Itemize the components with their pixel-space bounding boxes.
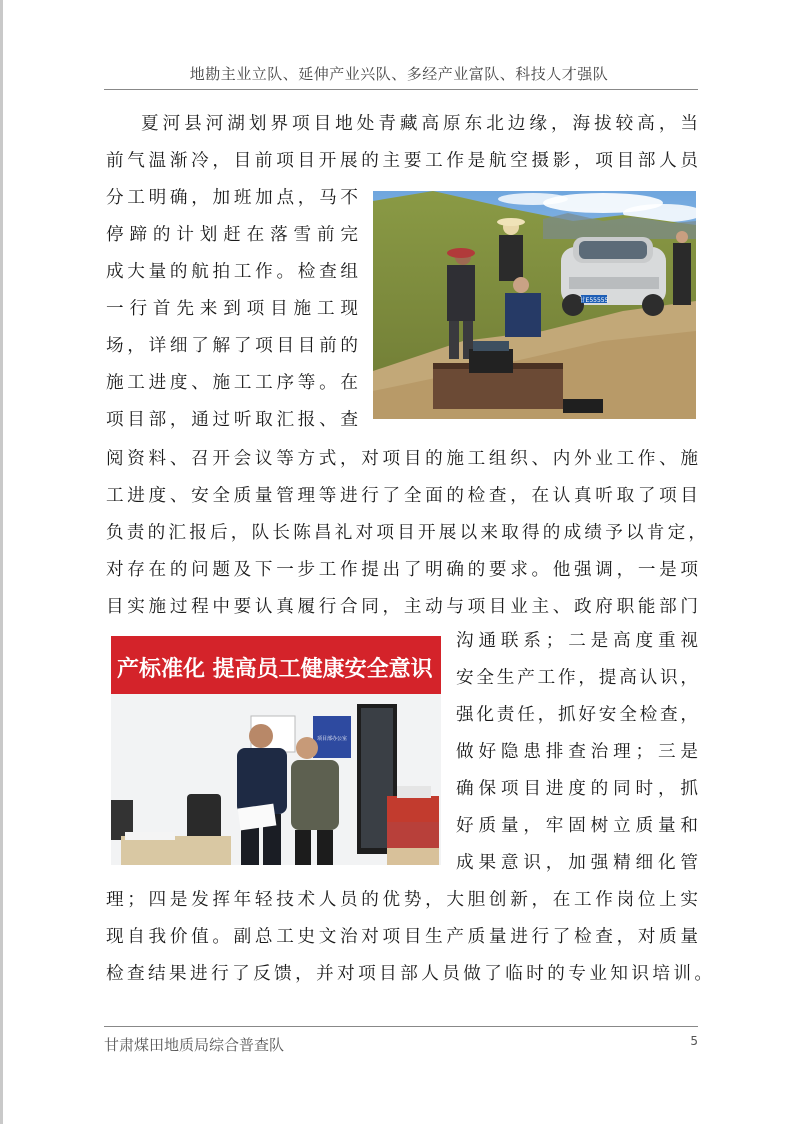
office-sign: 项目部办公室 (316, 736, 348, 742)
body-line: 工进度、安全质量管理等进行了全面的检查，在认真听取了项目 (106, 486, 698, 506)
office-banner: 产标准化 提高员工健康安全意识 (117, 657, 433, 682)
body-line: 夏河县河湖划界项目地处青藏高原东北边缘，海拔较高，当 (141, 114, 698, 134)
body-line: 成果意识，加强精细化管 (456, 853, 698, 873)
footer-organization: 甘肃煤田地质局综合普查队 (104, 1036, 285, 1054)
body-line: 负责的汇报后，队长陈昌礼对项目开展以来取得的成绩予以肯定， (106, 523, 706, 543)
body-line: 做好隐患排查治理；三是 (456, 742, 698, 762)
body-line: 项目部，通过听取汇报、查 (106, 410, 358, 430)
page-edge (0, 0, 3, 1124)
footer-divider (104, 1026, 698, 1027)
body-line: 前气温渐冷，目前项目开展的主要工作是航空摄影，项目部人员 (106, 151, 698, 171)
body-line: 停蹄的计划赶在落雪前完 (106, 225, 358, 245)
body-line: 对存在的问题及下一步工作提出了明确的要求。他强调，一是项 (106, 560, 698, 580)
body-line: 目实施过程中要认真履行合同，主动与项目业主、政府职能部门 (106, 597, 698, 617)
body-line: 沟通联系；二是高度重视 (456, 631, 698, 651)
header-divider (104, 89, 698, 90)
field-survey-photo (373, 191, 696, 419)
body-line: 一行首先来到项目施工现 (106, 299, 358, 319)
office-inspection-photo (111, 636, 441, 865)
page-number: 5 (690, 1034, 698, 1048)
body-line: 安全生产工作，提高认识， (456, 668, 698, 688)
body-line: 确保项目进度的同时，抓 (456, 779, 698, 799)
body-line: 检查结果进行了反馈，并对项目部人员做了临时的专业知识培训。 (106, 964, 712, 984)
body-line: 阅资料、召开会议等方式，对项目的施工组织、内外业工作、施 (106, 449, 698, 469)
body-line: 理；四是发挥年轻技术人员的优势，大胆创新，在工作岗位上实 (106, 890, 698, 910)
body-line: 施工进度、施工工序等。在 (106, 373, 358, 393)
body-line: 强化责任，抓好安全检查， (456, 705, 698, 725)
body-line: 现自我价值。副总工史文治对项目生产质量进行了检查，对质量 (106, 927, 698, 947)
body-line: 成大量的航拍工作。检查组 (106, 262, 358, 282)
body-line: 场，详细了解了项目目前的 (106, 336, 358, 356)
page-header-slogan: 地勘主业立队、延伸产业兴队、多经产业富队、科技人才强队 (189, 65, 609, 83)
body-line: 好质量，牢固树立质量和 (456, 816, 698, 836)
license-plate: 甘E55555 (579, 297, 609, 304)
body-line: 分工明确，加班加点，马不 (106, 188, 358, 208)
